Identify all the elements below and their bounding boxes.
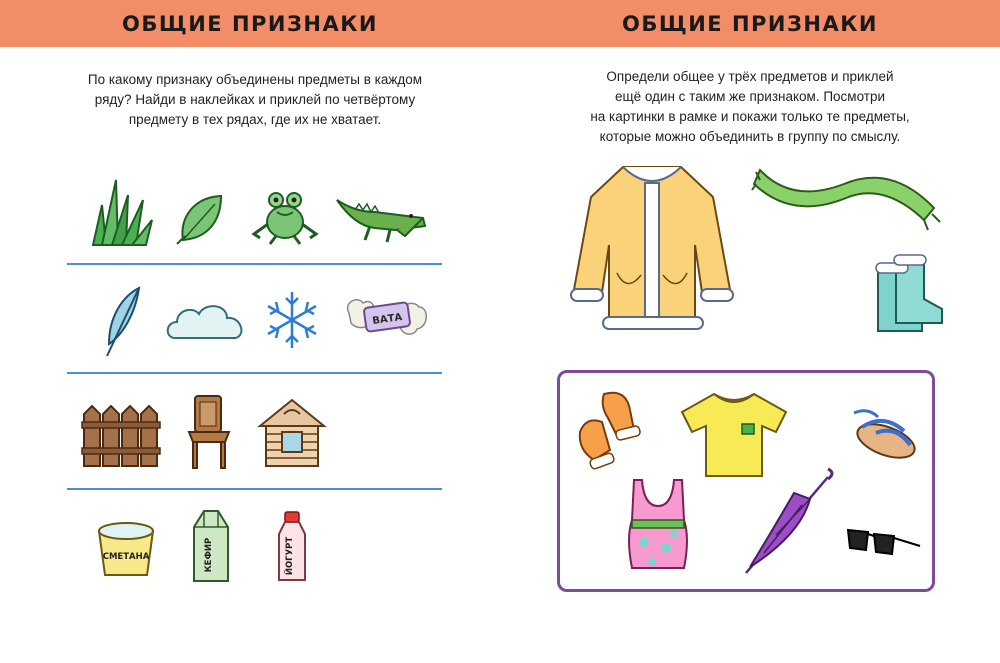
sour-cream-label: СМЕТАНА <box>102 552 150 562</box>
cotton-wool-icon[interactable] <box>343 293 428 341</box>
umbrella-icon[interactable] <box>740 465 840 577</box>
chair-icon[interactable] <box>183 392 235 470</box>
left-header-band <box>0 0 500 47</box>
yogurt-label: ЙОГУРТ <box>285 536 295 576</box>
fence-icon[interactable] <box>82 400 160 468</box>
left-instructions <box>50 70 460 130</box>
wooden-house-icon[interactable] <box>258 396 326 468</box>
frog-icon[interactable] <box>250 188 320 246</box>
crocodile-icon[interactable] <box>335 190 430 245</box>
right-page-title: ОБЩИЕ ПРИЗНАКИ <box>622 11 878 36</box>
fur-coat-icon[interactable] <box>567 155 737 335</box>
row-divider <box>67 372 442 374</box>
snowflake-icon[interactable] <box>262 290 322 350</box>
sandals-icon[interactable] <box>848 403 920 463</box>
kefir-carton-icon[interactable] <box>190 505 232 583</box>
sunglasses-icon[interactable] <box>846 522 922 560</box>
left-page-title: ОБЩИЕ ПРИЗНАКИ <box>122 11 378 36</box>
right-instruction-line: на картинки в рамке и покажи только те предметы, <box>590 109 910 124</box>
scarf-icon[interactable] <box>752 160 942 235</box>
row-divider <box>67 263 442 265</box>
right-header-band <box>500 0 1000 47</box>
row-divider <box>67 488 442 490</box>
left-instruction-line: ряду? Найди в наклейках и приклей по четвёртому <box>94 92 416 107</box>
left-instruction-line: предмету в тех рядах, где их не хватает. <box>128 112 382 127</box>
cloud-icon[interactable] <box>165 300 247 342</box>
cotton-label: ВАТА <box>371 311 403 328</box>
winter-boots-icon[interactable] <box>862 253 947 338</box>
grass-icon[interactable] <box>88 175 158 247</box>
right-instruction-line: Определи общее у трёх предметов и приклей <box>606 69 894 84</box>
swimsuit-icon[interactable] <box>622 476 694 572</box>
leaf-icon[interactable] <box>175 192 225 244</box>
right-instruction-line: которые можно объединить в группу по смыслу. <box>599 129 901 144</box>
yogurt-bottle-icon[interactable] <box>277 510 307 582</box>
kefir-label: КЕФИР <box>204 537 214 573</box>
right-instructions <box>545 67 955 147</box>
mittens-icon[interactable] <box>576 388 656 478</box>
feather-icon[interactable] <box>103 286 143 358</box>
left-instruction-line: По какому признаку объединены предметы в каждом <box>87 72 423 87</box>
right-instruction-line: ещё один с таким же признаком. Посмотри <box>614 89 886 104</box>
sour-cream-icon[interactable] <box>95 517 157 579</box>
